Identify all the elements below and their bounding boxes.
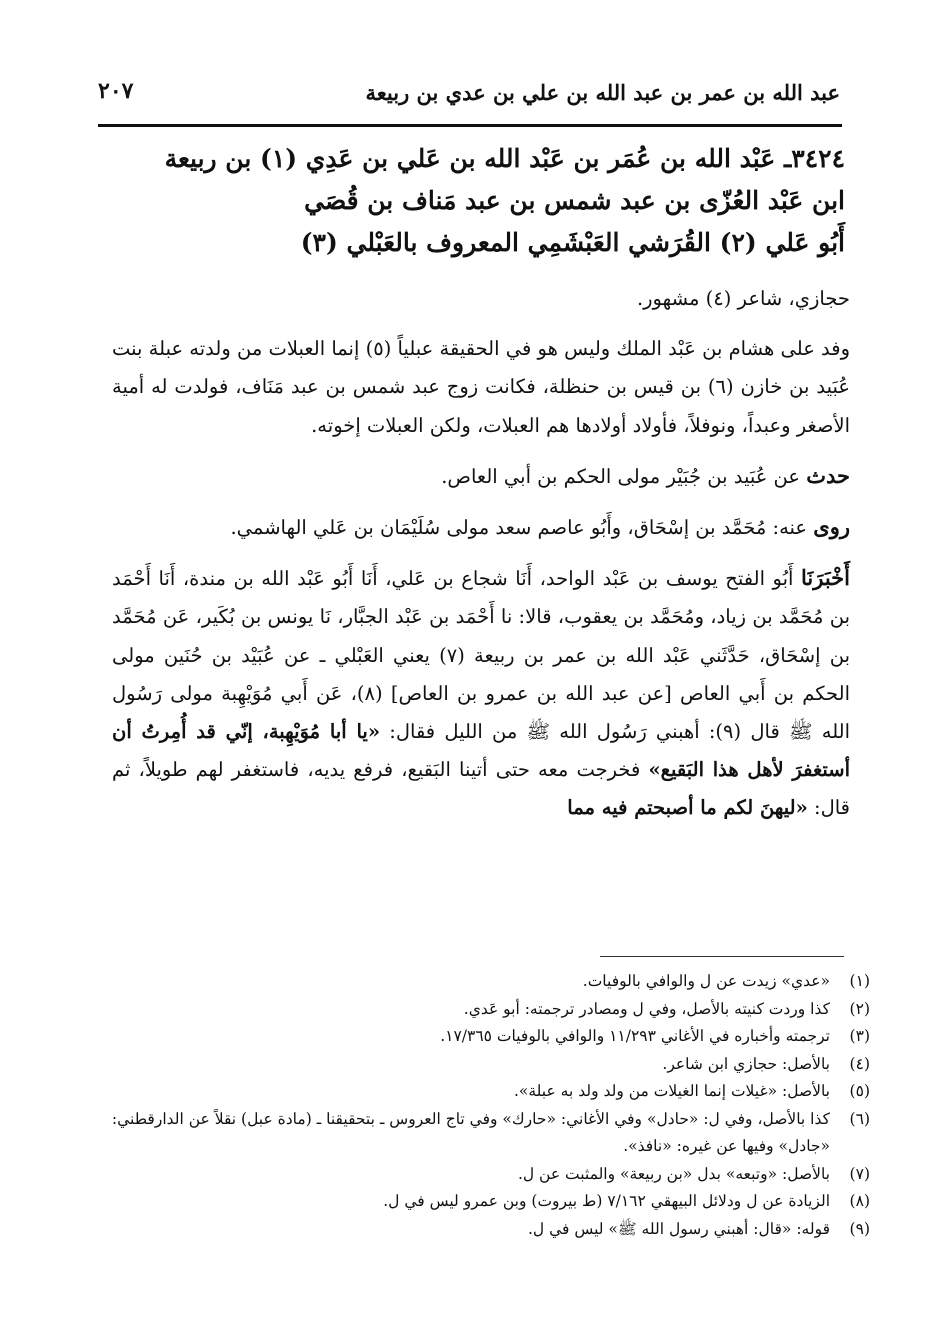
footnote-number: (٤)	[849, 1054, 870, 1073]
footnote-text: بالأصل: «غيلات إنما الغيلات من ولد ولد به عبلة».	[513, 1082, 830, 1100]
page-header	[98, 76, 840, 122]
footnote-number: (٦)	[849, 1109, 870, 1128]
entry-body	[112, 280, 850, 828]
footnote-text: ترجمته وأخباره في الأغاني ١١/٢٩٣ والوافي بالوفيات ١٧/٣٦٥.	[440, 1027, 830, 1045]
footnote-number: (١)	[849, 972, 870, 990]
entry-heading-line-1: ٣٤٢٤ـ عَبْد الله بن عُمَر بن عَبْد الله بن عَلي بن عَدِي (١) بن ربيعة	[164, 144, 845, 173]
entry-heading-line-3: أَبُو عَلي (٢) القُرَشي العَبْشَمِي المعروف بالعَبْلي (٣)	[300, 228, 845, 257]
footnote-number: (٥)	[849, 1082, 870, 1100]
footnote	[100, 1051, 870, 1079]
footnote	[100, 1106, 870, 1161]
hadith-quote-2: «ليهنَ لكم ما أصبحتم فيه مما	[567, 796, 808, 820]
footnote	[100, 1023, 870, 1051]
description-paragraph: حجازي، شاعر (٤) مشهور.	[636, 287, 850, 310]
footnote-text: بالأصل: «وتبعه» بدل «بن ربيعة» والمثبت عن ل.	[517, 1164, 830, 1183]
footnote-text: الزيادة عن ل ودلائل البيهقي ٧/١٦٢ (ط بيروت) وبن عمرو ليس في ل.	[383, 1192, 830, 1210]
footnote-number: (٩)	[849, 1219, 870, 1238]
footnotes	[100, 968, 870, 1243]
footnote	[100, 1078, 870, 1106]
rawa-text: عنه: مُحَمَّد بن إسْحَاق، وأَبُو عاصم سعد مولى سُلَيْمَان بن عَلي الهاشمي.	[230, 516, 814, 540]
biography-paragraph: وفد على هشام بن عَبْد الملك وليس هو في الحقيقة عبلياً (٥) إنما العبلات من ولدته عبلة بنت عُبَيد بن خازن (٦) بن قيس بن حنظلة، فكانت زوج عبد شمس بن عبد مَنَاف، فولدت له أمية الأصغر وعبداً، ونوفلاً، فأولاد أولادها هم العبلات، ولكن العبلات إخوته.	[112, 337, 851, 437]
footnote	[100, 996, 870, 1024]
narrative-text: فخرجت معه حتى أتينا البَقيع، فرفع يديه، فاستغفر لهم طويلاً، ثم قال:	[112, 758, 850, 820]
hadath-keyword: حدث	[806, 462, 850, 488]
hadath-paragraph	[112, 457, 850, 496]
footnote-number: (٧)	[849, 1164, 870, 1183]
hadath-text: عن عُبَيد بن جُبَيْر مولى الحكم بن أبي العاص.	[441, 464, 807, 488]
footnote-text: كذا بالأصل، وفي ل: «حادل» وفي الأغاني: «حارك» وفي تاج العروس ـ بتحقيقنا ـ (مادة عبل) نقلاً عن الدارقطني: «جادل» وفيها عن غيره: «نافذ».	[111, 1109, 830, 1155]
running-title: عبد الله بن عمر بن عبد الله بن علي بن عدي بن ربيعة	[365, 80, 840, 105]
footnote-text: بالأصل: حجازي ابن شاعر.	[662, 1054, 830, 1073]
footnote	[100, 1216, 870, 1244]
hadith-quote-1: «يا أبا مُوَيْهِبة، إنّي قد أُمِرتُ أن أستغفرَ لأهل هذا البَقيع»	[112, 720, 850, 782]
footnote-text: قوله: «قال: أهبني رسول الله ﷺ» ليس في ل.	[527, 1219, 830, 1238]
footnote-number: (٣)	[849, 1027, 870, 1045]
isnad-text: أَبُو الفتح يوسف بن عَبْد الواحد، أَنَا شجاع بن عَلي، أَنَا أَبُو عَبْد الله بن مندة، أَنَا أَحْمَد بن مُحَمَّد بن زياد، ومُحَمَّد بن يعقوب، قالا: نا أَحْمَد بن عَبْد الجبَّار، نَا يونس بن بُكَير، عَن مُحَمَّد بن إسْحَاق، حَدَّثَني عَبْد الله بن عمر بن ربيعة (٧) يعني العَبْلي ـ عن عُبَيْد بن حُنَين مولى الحكم بن أَبي العاص [عن عبد الله بن عمرو بن العاص] (٨)، عَن أَبي مُوَيْهِبة مولى رَسُول الله ﷺ قال (٩): أهبني رَسُول الله ﷺ من الليل فقال:	[112, 567, 851, 744]
page-number: ٢٠٧	[98, 78, 134, 104]
footnote-text: كذا وردت كنيته بالأصل، وفي ل ومصادر ترجمته: أبو عَدي.	[463, 999, 830, 1018]
akhbarana-keyword: أَخْبَرَنَا	[801, 565, 850, 591]
footnote-number: (٢)	[849, 999, 870, 1018]
footnote	[100, 1188, 870, 1216]
footnote-text: «عدي» زيدت عن ل والوافي بالوفيات.	[582, 972, 830, 990]
isnad-paragraph	[112, 559, 850, 827]
footnote	[100, 968, 870, 996]
rawa-keyword: روى	[813, 514, 850, 540]
entry-heading	[140, 138, 845, 264]
footnote	[100, 1161, 870, 1189]
footnote-number: (٨)	[849, 1192, 870, 1210]
footnote-separator	[600, 956, 844, 957]
header-rule	[98, 124, 842, 127]
rawa-paragraph	[112, 508, 850, 547]
entry-heading-line-2: ابن عَبْد العُزّى بن عبد شمس بن عبد مَناف بن قُصَي	[304, 186, 845, 215]
